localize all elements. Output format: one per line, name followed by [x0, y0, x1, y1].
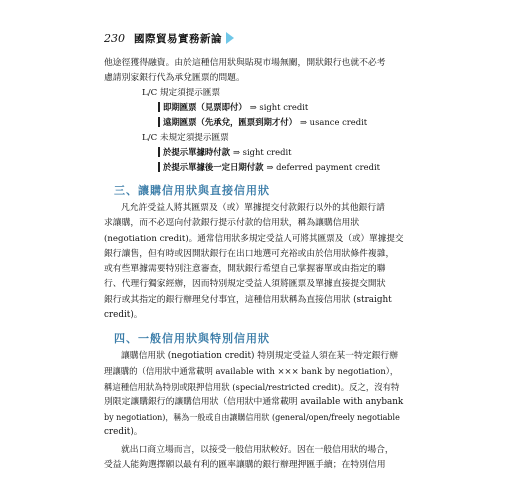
lc-not-required-item	[158, 146, 292, 158]
intro-paragraph	[104, 56, 404, 87]
page-header	[104, 29, 234, 47]
text-line: credit)。	[104, 310, 143, 321]
item-result: ⇒ sight credit	[249, 102, 309, 112]
text-line: 銀行或其指定的銀行辦理兌付事宜，這種信用狀稱為直接信用狀 (straight	[104, 294, 392, 305]
text-line: by negotiation)，稱為一般或自由讓購信用狀 (general/open/freely negotiable	[104, 413, 400, 423]
section-paragraph	[104, 201, 404, 323]
bracket-bar	[158, 162, 160, 172]
closing-paragraph	[104, 443, 404, 474]
bracket-bar	[158, 147, 160, 157]
item-result: ⇒ deferred payment credit	[266, 162, 381, 172]
lc-required-heading: L/C 規定須提示匯票	[142, 88, 221, 98]
text-line: 行、代理行獨家經辦，因而特別規定受益人須將匯票及單據直接提交開狀	[104, 279, 386, 290]
page-number: 230	[104, 31, 125, 45]
bracket-bar	[158, 117, 160, 127]
section-title: 三、讓購信用狀與直接信用狀	[114, 184, 270, 197]
item-label: 遠期匯票（先承兌，匯票到期才付）	[163, 117, 297, 127]
text-line: 他途徑獲得融資。由於這種信用狀與貼現市場無關，開狀銀行也就不必考	[104, 58, 386, 68]
section-paragraph	[104, 349, 404, 441]
book-title: 國際貿易實務新論	[134, 32, 222, 45]
text-line: 理讓購的（信用狀中通常載明 available with ××× bank by negotiation），	[104, 366, 399, 377]
bracket-bar	[158, 102, 160, 112]
text-line: (negotiation credit)。通常信用狀多規定受益人可將其匯票及（或）單據提交	[104, 233, 404, 244]
text-line: 凡允許受益人將其匯票及（或）單據提交付款銀行以外的其他銀行請	[121, 203, 385, 213]
text-line: 或有些單據需要特別注意審查，開狀銀行希望自己掌握審單或由指定的聯	[104, 264, 386, 275]
text-line: 稱這種信用狀為特別或限押信用狀 (special/restricted credit)。反之，沒有特	[104, 381, 400, 392]
text-line: 就出口商立場而言，以接受一般信用狀較好。因在一般信用狀的場合，	[121, 445, 394, 455]
item-result: ⇒ sight credit	[233, 147, 292, 157]
text-line: 銀行讓售，但有時或因開狀銀行在出口地選可充裕或由於信用狀條件複雜，	[104, 248, 395, 259]
text-line: 讓購信用狀 (negotiation credit) 特別規定受益人須在某一特定銀行辦	[121, 351, 399, 361]
text-line: 受益人能夠選擇願以最有利的匯率讓購的銀行辦理押匯手續；在特別信用	[104, 460, 386, 471]
section-title: 四、一般信用狀與特別信用狀	[114, 332, 270, 345]
item-label: 於提示單據時付款	[163, 147, 230, 157]
chevron-right-icon	[226, 32, 234, 44]
text-line: credit)。	[104, 427, 143, 438]
text-line: 別限定讓購銀行的讓購信用狀（信用狀中通常載明 available with anybank	[104, 396, 404, 407]
lc-required-item	[158, 116, 367, 128]
text-line: 求讓購，而不必逕向付款銀行提示付款的信用狀，稱為讓購信用狀	[104, 218, 360, 229]
item-label: 即期匯票（見票即付）	[163, 102, 247, 112]
lc-required-item	[158, 101, 308, 113]
item-result: ⇒ usance credit	[300, 117, 368, 127]
item-label: 於提示單據後一定日期付款	[163, 162, 264, 172]
lc-not-required-item	[158, 161, 380, 173]
text-line: 慮請別家銀行代為承兌匯票的問題。	[104, 73, 245, 84]
lc-not-required-heading: L/C 未規定須提示匯票	[142, 133, 229, 143]
